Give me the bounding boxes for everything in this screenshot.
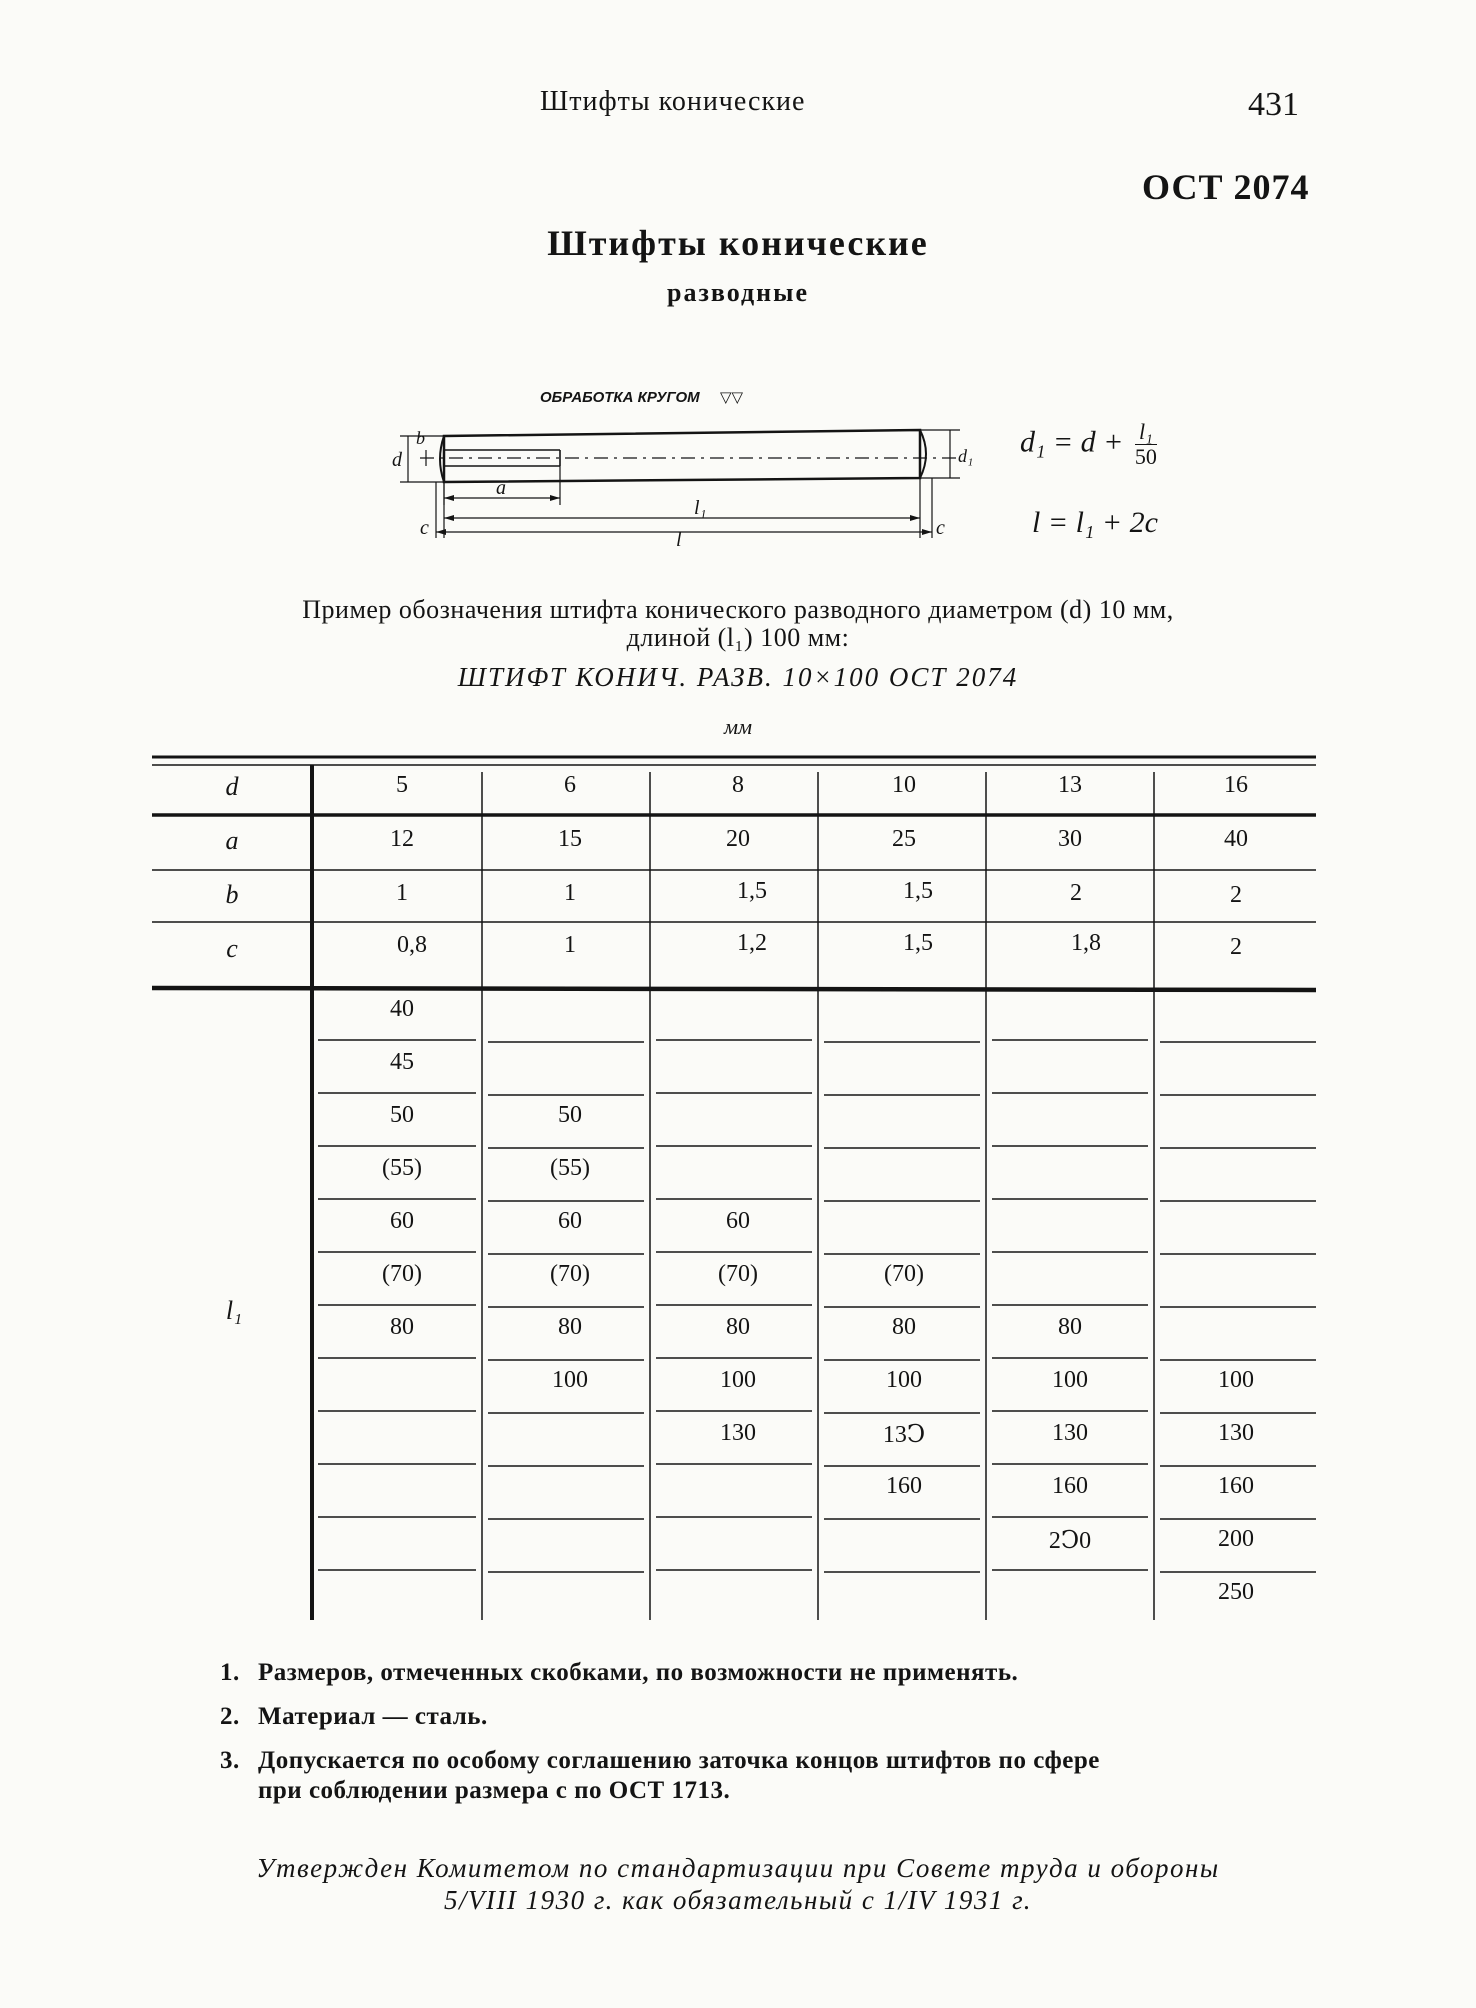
length-cell: (70) <box>382 1261 422 1287</box>
length-cell: 60 <box>558 1208 582 1234</box>
note-text: Допускается по особому соглашению заточка концов штифтов по сфере <box>258 1747 1100 1774</box>
length-cell: 50 <box>390 1102 414 1128</box>
approval-line-1: Утвержден Комитетом по стандартизации при Совете труда и обороны <box>256 1853 1220 1883</box>
table-cell: 20 <box>726 826 750 852</box>
standard-code: ОСТ 2074 <box>1142 167 1310 207</box>
length-cell: 100 <box>886 1367 922 1393</box>
dim-a-label: a <box>496 477 506 499</box>
length-cell: (70) <box>718 1261 758 1287</box>
table-cell: 1,5 <box>903 930 933 956</box>
table-cell: 30 <box>1058 826 1082 852</box>
table-cell: 1 <box>564 932 576 958</box>
diameter-8: 8 <box>732 772 744 798</box>
row-label-c: c <box>226 934 238 963</box>
table-cell: 0,8 <box>397 932 427 958</box>
dim-d1-label: d₁ <box>958 446 974 466</box>
length-cell: 100 <box>552 1367 588 1393</box>
running-title: Штифты конические <box>540 86 806 117</box>
dim-l1-label: l₁ <box>694 497 707 519</box>
dim-c-left-label: c <box>420 517 429 539</box>
diameter-6: 6 <box>564 772 576 798</box>
table-cell: 1 <box>396 880 408 906</box>
length-cell: 2Ↄ0 <box>1048 1528 1092 1554</box>
note-3 <box>220 1746 1100 1776</box>
diameter-13: 13 <box>1058 772 1082 798</box>
note-text: Размеров, отмеченных скобками, по возможности не применять. <box>258 1659 1019 1686</box>
approval-line-2: 5/VIII 1930 г. как обязательный с 1/IV 1931 г. <box>443 1885 1033 1915</box>
diameter-16: 16 <box>1224 772 1248 798</box>
length-cell: 160 <box>886 1473 922 1499</box>
document-subtitle: разводные <box>667 278 809 307</box>
length-cell: 100 <box>1052 1367 1088 1393</box>
length-cell: 60 <box>726 1208 750 1234</box>
surface-symbol: ▽▽ <box>720 388 744 406</box>
length-cell: 100 <box>720 1367 756 1393</box>
notes-list <box>220 1658 1100 1820</box>
page-number: 431 <box>1248 86 1299 123</box>
table-cell: 25 <box>892 826 916 852</box>
note-text: при соблюдении размера c по ОСТ 1713. <box>258 1777 731 1804</box>
length-cell: 80 <box>726 1314 750 1340</box>
example-line-2: длиной (l₁) 100 мм: <box>626 623 850 652</box>
header-label-d: d <box>225 772 239 801</box>
table-cell: 2 <box>1070 880 1082 906</box>
fraction-denominator: 50 <box>1134 444 1157 469</box>
length-cell: 160 <box>1052 1473 1088 1499</box>
length-cell: 80 <box>558 1314 582 1340</box>
note-number: 2. <box>220 1703 240 1730</box>
dim-c-right-label: c <box>936 517 945 539</box>
note-3-continuation <box>220 1776 1100 1806</box>
formula-d1-left: d₁ = d + <box>1020 425 1124 459</box>
length-cell: 160 <box>1218 1473 1254 1499</box>
length-cell: (70) <box>884 1261 924 1287</box>
table-cell: 1,5 <box>903 878 933 904</box>
length-cell: 80 <box>390 1314 414 1340</box>
dim-d-label: d <box>392 449 402 471</box>
diameter-10: 10 <box>892 772 916 798</box>
row-label-l1: l₁ <box>225 1296 243 1325</box>
length-cell: (55) <box>550 1155 590 1181</box>
surface-note: ОБРАБОТКА КРУГОМ <box>540 389 700 406</box>
length-cell: 130 <box>1052 1420 1088 1446</box>
formula-l: l = l₁ + 2c <box>1032 506 1158 539</box>
table-cell: 1,5 <box>737 878 767 904</box>
length-cell: 250 <box>1218 1579 1254 1605</box>
table-cell: 40 <box>1224 826 1248 852</box>
length-cell: 60 <box>390 1208 414 1234</box>
table-cell: 1,8 <box>1071 930 1101 956</box>
length-cell: 80 <box>1058 1314 1082 1340</box>
note-text: Материал — сталь. <box>258 1703 488 1730</box>
note-2 <box>220 1702 1100 1732</box>
row-label-b: b <box>225 880 239 909</box>
table-units: мм <box>723 714 753 739</box>
table-cell: 2 <box>1230 934 1242 960</box>
table-cell: 1 <box>564 880 576 906</box>
length-cell: 13Ↄ <box>882 1422 926 1448</box>
approval-text <box>0 1852 1476 1916</box>
document-title: Штифты конические <box>547 223 929 263</box>
length-cell: 80 <box>892 1314 916 1340</box>
table-cell: 15 <box>558 826 582 852</box>
dim-b-label: b <box>416 428 425 448</box>
length-cell: 100 <box>1218 1367 1254 1393</box>
note-1 <box>220 1658 1100 1688</box>
diameter-5: 5 <box>396 772 408 798</box>
example-designation: ШТИФТ КОНИЧ. РАЗВ. 10×100 ОСТ 2074 <box>457 662 1019 692</box>
length-cell: 130 <box>1218 1420 1254 1446</box>
length-cell: 50 <box>558 1102 582 1128</box>
example-line-1: Пример обозначения штифта конического разводного диаметром (d) 10 мм, <box>302 595 1174 624</box>
table-cell: 2 <box>1230 882 1242 908</box>
length-cell: 200 <box>1218 1526 1254 1552</box>
length-cell: (70) <box>550 1261 590 1287</box>
table-cell: 1,2 <box>737 930 767 956</box>
length-cell: 130 <box>720 1420 756 1446</box>
length-cell: 45 <box>390 1049 414 1075</box>
note-number: 3. <box>220 1747 240 1774</box>
fraction-numerator: l₁ <box>1135 420 1157 445</box>
length-cell: 40 <box>390 996 414 1022</box>
note-number: 1. <box>220 1659 240 1686</box>
table-cell: 12 <box>390 826 414 852</box>
row-label-a: a <box>225 826 239 855</box>
length-cell: (55) <box>382 1155 422 1181</box>
dim-l-label: l <box>676 529 682 550</box>
